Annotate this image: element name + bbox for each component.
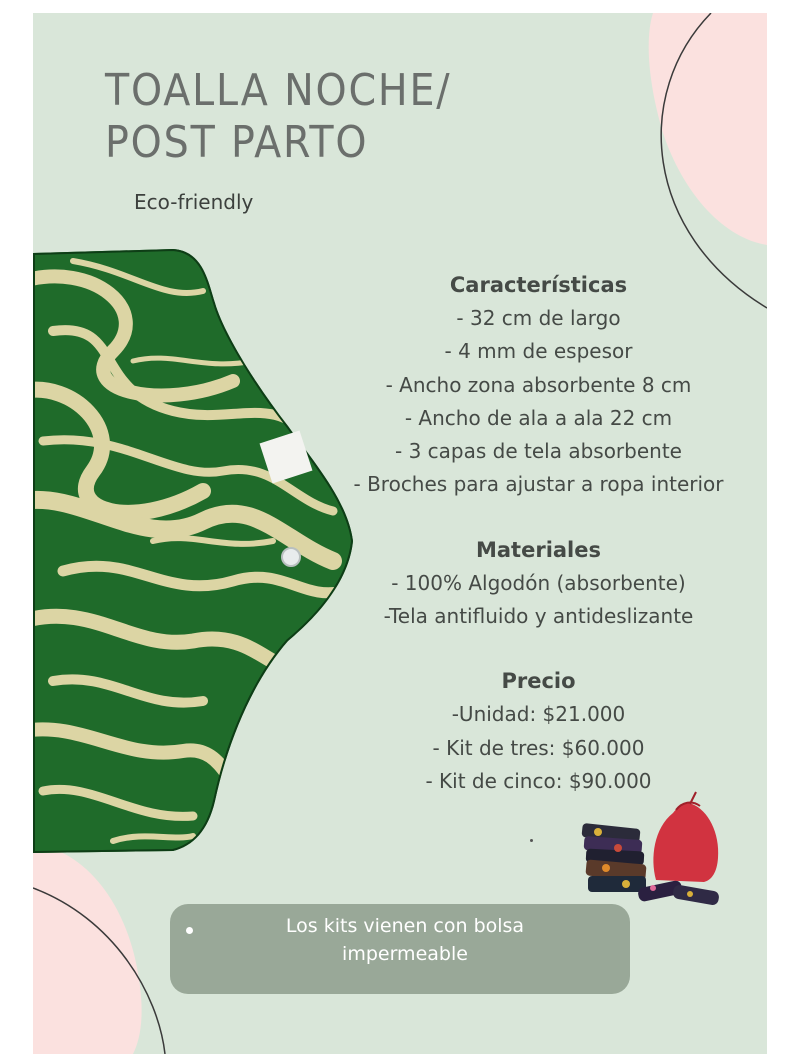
feature-item: - 3 capas de tela absorbente bbox=[395, 439, 682, 464]
price-item: -Unidad: $21.000 bbox=[451, 702, 626, 727]
feature-item: - Broches para ajustar a ropa interior bbox=[353, 472, 724, 497]
red-bag bbox=[653, 792, 718, 882]
materials-heading: Materiales bbox=[475, 537, 601, 562]
pink-blob-top-right bbox=[649, 13, 767, 245]
feature-item: - Ancho zona absorbente 8 cm bbox=[385, 372, 692, 397]
price-heading: Precio bbox=[501, 669, 576, 694]
product-card bbox=[33, 13, 767, 1054]
material-item: - 100% Algodón (absorbente) bbox=[391, 570, 686, 595]
kits-bag-note-line-1: Los kits vienen con bolsa bbox=[285, 915, 525, 937]
subtitle: Eco-friendly bbox=[134, 190, 254, 214]
kits-bag-note-line-2: impermeable bbox=[342, 943, 468, 965]
kit-with-bag-image bbox=[578, 788, 728, 908]
kits-bag-note-text bbox=[260, 912, 550, 968]
snap-button bbox=[282, 548, 300, 566]
title-line-1: TOALLA NOCHE/ bbox=[105, 65, 452, 116]
feature-item: - Ancho de ala a ala 22 cm bbox=[404, 405, 673, 430]
product-info bbox=[320, 269, 757, 798]
decorative-dot bbox=[530, 839, 533, 842]
loose-pads bbox=[637, 880, 720, 906]
material-item: -Tela antifluido y antideslizante bbox=[383, 604, 694, 629]
feature-item: - 32 cm de largo bbox=[456, 306, 621, 330]
page-title bbox=[105, 65, 451, 169]
sanitary-pad-image bbox=[33, 241, 358, 856]
title-line-2: POST PARTO bbox=[105, 117, 369, 168]
feature-item: - 4 mm de espesor bbox=[444, 339, 633, 364]
price-item: - Kit de tres: $60.000 bbox=[432, 735, 645, 760]
bullet-point bbox=[186, 927, 193, 934]
features-heading: Características bbox=[449, 273, 628, 297]
price-item: - Kit de cinco: $90.000 bbox=[425, 768, 652, 793]
stacked-pads bbox=[581, 823, 646, 892]
pink-blob-bottom-left bbox=[33, 843, 142, 1054]
kits-bag-note bbox=[170, 904, 630, 994]
